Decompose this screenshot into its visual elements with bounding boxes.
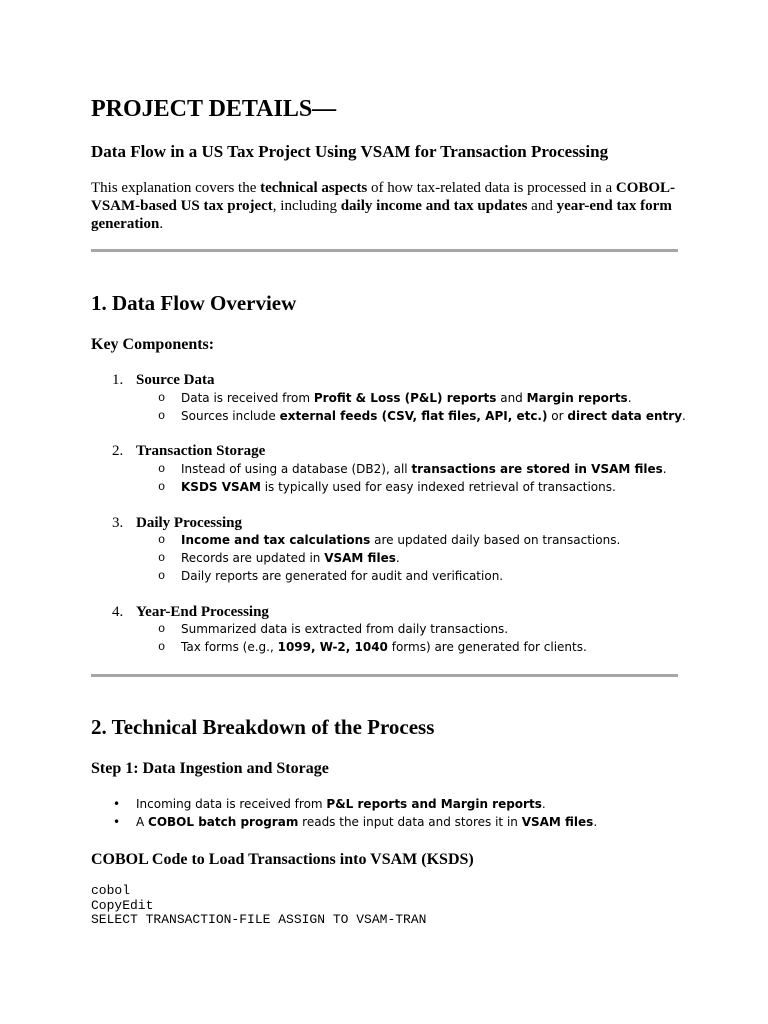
circle-bullet-icon: o [158, 640, 166, 654]
circle-bullet-icon: o [158, 409, 166, 423]
code-block [91, 884, 426, 928]
item-heading: Daily Processing [136, 515, 242, 531]
item-number: 1. [112, 372, 124, 388]
item-text: . [662, 462, 667, 476]
circle-bullet-icon: o [158, 462, 166, 476]
item-text: Records are updated in [181, 551, 325, 565]
item-text: or [547, 409, 568, 423]
item-bold: COBOL batch program [148, 815, 299, 829]
intro-text: of how tax-related data is processed in a [367, 180, 616, 196]
intro-bold: technical aspects [260, 180, 368, 196]
key-components-heading: Key Components: [91, 336, 215, 353]
item-heading: Year-End Processing [136, 604, 269, 620]
item-text: . [395, 551, 400, 565]
item-bold: 1099, W-2, 1040 [277, 640, 388, 654]
item-number: 4. [112, 604, 124, 620]
horizontal-rule [91, 249, 678, 252]
code-line: cobol [91, 883, 131, 898]
page-subtitle: Data Flow in a US Tax Project Using VSAM for Transaction Processing [91, 142, 609, 161]
item-bold: transactions are stored in VSAM files [411, 462, 663, 476]
step1-heading: Step 1: Data Ingestion and Storage [91, 760, 329, 777]
item-bold: direct data entry [567, 409, 683, 423]
section-heading-technical-breakdown: 2. Technical Breakdown of the Process [91, 715, 435, 739]
intro-text: , including [272, 198, 341, 214]
item-text: A [136, 815, 149, 829]
item-text: Tax forms (e.g., [181, 640, 278, 654]
intro-paragraph [91, 179, 681, 233]
item-text: Sources include [181, 409, 280, 423]
item-text: Instead of using a database (DB2), all [181, 462, 412, 476]
intro-bold: COBOL-VSAM-based US tax project [91, 180, 676, 214]
item-bold: external feeds (CSV, flat files, API, etc.) [279, 409, 548, 423]
item-text: . [627, 391, 632, 405]
circle-bullet-icon: o [158, 551, 166, 565]
item-heading: Source Data [136, 372, 215, 388]
code-heading: COBOL Code to Load Transactions into VSAM (KSDS) [91, 851, 474, 868]
intro-text: . [159, 216, 164, 232]
item-bold: VSAM files [521, 815, 594, 829]
intro-text: and [527, 198, 557, 214]
item-text: . [541, 797, 546, 811]
item-number: 3. [112, 515, 124, 531]
intro-bold: daily income and tax updates [340, 198, 528, 214]
item-text: Daily reports are generated for audit and verification. [181, 569, 504, 583]
item-text: reads the input data and stores it in [298, 815, 522, 829]
item-text: forms) are generated for clients. [387, 640, 587, 654]
horizontal-rule [91, 674, 678, 677]
intro-text: This explanation covers the [91, 180, 261, 196]
item-heading: Transaction Storage [136, 443, 266, 459]
item-bold: Profit & Loss (P&L) reports [313, 391, 497, 405]
circle-bullet-icon: o [158, 533, 166, 547]
intro-bold: year-end tax form generation [91, 198, 672, 232]
item-text: . [682, 409, 686, 423]
page-title: PROJECT DETAILS— [91, 96, 337, 122]
item-number: 2. [112, 443, 124, 459]
item-bold: VSAM files [324, 551, 396, 565]
item-text: Summarized data is extracted from daily transactions. [181, 622, 509, 636]
item-text: are updated daily based on transactions. [370, 533, 621, 547]
bullet-icon: • [113, 797, 121, 811]
item-text: Data is received from [181, 391, 314, 405]
item-text: . [593, 815, 598, 829]
item-text: Incoming data is received from [136, 797, 327, 811]
item-text: and [496, 391, 527, 405]
item-bold: Income and tax calculations [181, 533, 371, 547]
item-text: is typically used for easy indexed retrieval of transactions. [260, 480, 616, 494]
circle-bullet-icon: o [158, 480, 166, 494]
item-bold: Margin reports [526, 391, 628, 405]
item-bold: KSDS VSAM [181, 480, 261, 494]
code-line: CopyEdit [91, 897, 154, 913]
circle-bullet-icon: o [158, 622, 166, 636]
code-line: SELECT TRANSACTION-FILE ASSIGN TO VSAM-TRAN [91, 912, 427, 927]
bullet-icon: • [113, 815, 121, 829]
circle-bullet-icon: o [158, 391, 166, 405]
circle-bullet-icon: o [158, 569, 166, 583]
item-bold: P&L reports and Margin reports [326, 797, 542, 811]
section-heading-data-flow: 1. Data Flow Overview [91, 291, 297, 315]
